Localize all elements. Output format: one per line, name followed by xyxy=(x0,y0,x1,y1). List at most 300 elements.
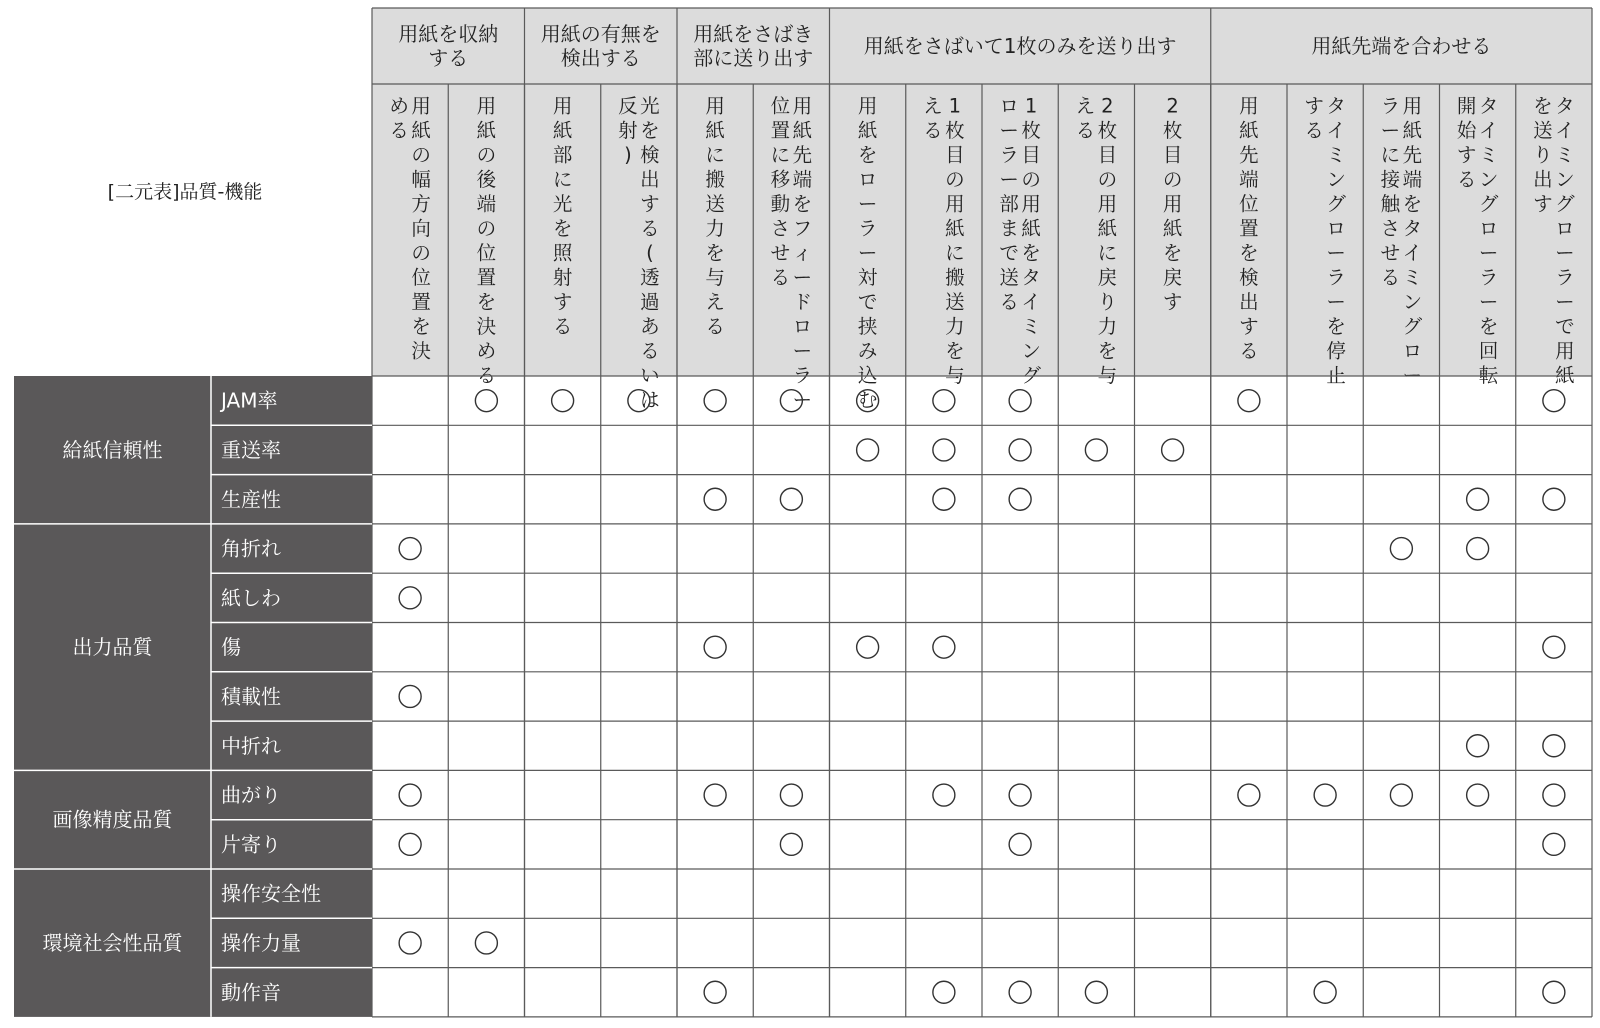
function-header-char: グ xyxy=(1478,192,1499,216)
function-header-char: ー xyxy=(792,388,813,412)
function-header-char: る xyxy=(999,290,1019,314)
function-header-char: 用 xyxy=(792,94,813,118)
function-header-char: る xyxy=(1456,168,1477,191)
function-header-char: 力 xyxy=(705,217,725,240)
mark-circle xyxy=(1085,439,1107,461)
function-header-char: 紙 xyxy=(705,119,725,142)
function-header-char: え xyxy=(923,94,943,118)
function-header-char: 対 xyxy=(857,266,878,289)
function-header-char: の xyxy=(411,143,431,167)
mark-circle xyxy=(1543,636,1565,658)
function-header-char: さ xyxy=(1380,217,1401,240)
function-header-char: 目 xyxy=(1162,143,1183,167)
function-header-char: ( xyxy=(646,241,654,265)
function-header-char: タ xyxy=(1402,217,1423,240)
mark-circle xyxy=(933,784,955,806)
function-header-char: 紙 xyxy=(476,119,497,142)
function-header-char: 紙 xyxy=(1162,217,1183,240)
function-header-char: を xyxy=(792,192,813,216)
function-header-char: 向 xyxy=(411,217,431,240)
function-header-char: 検 xyxy=(1239,266,1259,289)
mark-circle xyxy=(1390,538,1412,560)
function-header-char: の xyxy=(1097,168,1118,191)
mark-circle xyxy=(552,390,574,412)
function-header-char: 位 xyxy=(476,241,497,265)
function-header-char: 枚 xyxy=(1021,119,1041,142)
quality-item-label: JAM率 xyxy=(221,388,278,413)
function-header-char: 力 xyxy=(1097,315,1118,338)
mark-circle xyxy=(1009,390,1031,412)
function-header-char: 搬 xyxy=(945,266,965,289)
function-header-char: を xyxy=(945,339,965,363)
function-header-char: ー xyxy=(1402,364,1423,387)
function-header-char: 紙 xyxy=(792,119,813,142)
function-header-char: 用 xyxy=(1097,192,1118,216)
function-header-char: ミ xyxy=(1021,315,1041,338)
function-header-char: 紙 xyxy=(945,217,965,240)
function-header-char: え xyxy=(705,290,725,314)
mark-circle xyxy=(1009,784,1031,806)
function-header-char: 照 xyxy=(552,241,573,265)
function-header-char: る xyxy=(705,315,725,338)
function-header-char: の xyxy=(411,241,431,265)
function-header-char: 与 xyxy=(705,266,725,289)
function-header-char: 停 xyxy=(1326,339,1346,363)
function-header-char: ロ xyxy=(1326,217,1346,240)
quality-group-label: 環境社会性品質 xyxy=(42,930,183,955)
function-header-char: ー xyxy=(792,266,813,289)
function-header-char: ま xyxy=(999,217,1019,240)
function-header-char: 部 xyxy=(999,192,1019,216)
function-header-char: 送 xyxy=(945,290,965,314)
quality-group-label: 出力品質 xyxy=(72,635,153,660)
function-header-char: る xyxy=(1380,266,1401,289)
mark-circle xyxy=(399,538,421,560)
function-header-char: に xyxy=(945,241,965,265)
function-header-char: り xyxy=(1533,143,1553,167)
function-header-char: ン xyxy=(1555,168,1575,191)
quality-group-label: 画像精度品質 xyxy=(52,807,173,832)
function-header-char: で xyxy=(999,241,1019,265)
mark-circle xyxy=(399,784,421,806)
function-header-char: を xyxy=(1162,241,1183,265)
function-group-label: 用紙の有無を xyxy=(540,22,661,46)
function-header-char: 紙 xyxy=(1239,119,1259,142)
function-header-char: 出 xyxy=(1533,168,1553,191)
function-header-char: 戻 xyxy=(1097,266,1118,289)
function-header-char: る xyxy=(1239,339,1259,363)
function-header-char: 紙 xyxy=(1097,217,1118,240)
mark-circle xyxy=(1543,981,1565,1003)
function-header-char: 出 xyxy=(640,168,660,191)
function-header-char: に xyxy=(770,143,791,167)
function-header-char: 搬 xyxy=(705,168,725,191)
function-header-char: ー xyxy=(1555,290,1575,314)
function-header-char: 透 xyxy=(640,266,660,289)
function-header-char: の xyxy=(476,217,497,240)
function-header-char: イ xyxy=(1021,290,1041,314)
function-header-char: 光 xyxy=(552,192,573,216)
mark-circle xyxy=(399,685,421,707)
function-header-char: イ xyxy=(1555,119,1575,142)
function-header-char: 紙 xyxy=(1021,217,1041,240)
function-header-char: す xyxy=(1162,290,1183,314)
function-header-char: イ xyxy=(1326,119,1346,142)
quality-item-label: 積載性 xyxy=(221,684,281,709)
mark-circle xyxy=(475,932,497,954)
mark-circle xyxy=(1543,833,1565,855)
function-header-char: ミ xyxy=(1555,143,1575,167)
function-header xyxy=(1163,95,1183,314)
function-header-char: 枚 xyxy=(1162,119,1183,142)
function-header-char: 1 xyxy=(1024,94,1038,118)
function-header-char: 反 xyxy=(618,94,638,118)
quality-item-label: 動作音 xyxy=(221,980,281,1005)
mark-circle xyxy=(933,981,955,1003)
function-header-char: 紙 xyxy=(1555,364,1575,387)
function-header-char: ン xyxy=(1021,339,1041,363)
mark-circle xyxy=(399,932,421,954)
function-header-char: 用 xyxy=(411,94,431,118)
function-header-char: 用 xyxy=(1239,94,1259,118)
mark-circle xyxy=(933,636,955,658)
mark-circle xyxy=(475,390,497,412)
function-header-char: 紙 xyxy=(411,119,431,142)
function-header-char: ー xyxy=(857,241,878,265)
function-header-char: 送 xyxy=(999,266,1019,289)
function-header-char: 用 xyxy=(1021,192,1041,216)
mark-circle xyxy=(1314,981,1336,1003)
quality-item-label: 生産性 xyxy=(221,487,281,512)
function-header-char: 紙 xyxy=(857,119,878,142)
function-header-char: ラ xyxy=(1555,266,1575,289)
function-header-char: の xyxy=(945,168,965,191)
mark-circle xyxy=(780,784,802,806)
mark-circle xyxy=(1390,784,1412,806)
function-header-char: 与 xyxy=(945,364,965,387)
function-group-header xyxy=(864,34,1177,58)
mark-circle xyxy=(1467,488,1489,510)
function-group-header xyxy=(693,22,813,70)
mark-circle xyxy=(1085,981,1107,1003)
quality-item-label: 紙しわ xyxy=(221,585,281,610)
function-header-char: 置 xyxy=(1239,217,1259,240)
quality-header-background xyxy=(14,376,372,1017)
function-header-char: ー xyxy=(999,119,1019,142)
mark-circle xyxy=(1543,735,1565,757)
function-group-label: 用紙先端を合わせる xyxy=(1311,34,1492,58)
function-header-char: る xyxy=(640,217,660,240)
function-header-char: ー xyxy=(1478,241,1499,265)
function-header-char: ィ xyxy=(792,241,813,265)
function-header xyxy=(553,95,573,339)
function-header-char: 送 xyxy=(705,192,725,216)
function-header-char: 力 xyxy=(945,315,965,338)
quality-group-label: 給紙信頼性 xyxy=(62,437,163,462)
function-header-char: 用 xyxy=(476,94,497,118)
function-header-char: 2 xyxy=(1166,94,1179,118)
function-header-char: 移 xyxy=(770,168,791,191)
function-header-char: 幅 xyxy=(411,168,431,191)
function-header-char: る xyxy=(389,119,409,142)
function-header-char: 用 xyxy=(945,192,965,216)
function-header-char: タ xyxy=(1478,94,1499,118)
function-header-char: 過 xyxy=(640,290,660,314)
function-header-char: す xyxy=(552,290,573,314)
function-header-char: に xyxy=(552,168,573,191)
function-header-char: 開 xyxy=(1456,94,1477,118)
function-header-char: 1 xyxy=(948,94,962,118)
function-header-char: 後 xyxy=(476,168,497,191)
mark-circle xyxy=(1543,390,1565,412)
mark-circle xyxy=(933,488,955,510)
function-header-char: ラ xyxy=(1380,94,1401,118)
function-header-char: す xyxy=(640,192,660,216)
function-header-char: る xyxy=(1075,119,1096,142)
mark-circle xyxy=(704,636,726,658)
function-header-char: 止 xyxy=(1326,364,1346,387)
function-header-char: タ xyxy=(1021,266,1041,289)
function-header-char: 挟 xyxy=(857,315,878,338)
function-header-char: ロ xyxy=(999,94,1019,118)
function-header-char: グ xyxy=(1326,192,1346,216)
function-header-char: 光 xyxy=(640,94,660,118)
function-group-label: 用紙をさばいて1枚のみを送り出す xyxy=(863,34,1177,58)
function-header-char: 込 xyxy=(857,364,878,387)
function-header-char: ー xyxy=(1555,241,1575,265)
function-header-char: 用 xyxy=(857,94,878,118)
mark-circle xyxy=(857,439,879,461)
mark-circle xyxy=(704,981,726,1003)
function-header-char: む xyxy=(857,388,878,412)
function-header-char: ー xyxy=(792,339,813,363)
function-header-char: ン xyxy=(1402,290,1423,314)
mark-circle xyxy=(1009,981,1031,1003)
function-header-char: め xyxy=(389,94,409,118)
function-header-char: 置 xyxy=(411,290,431,314)
function-header-char: イ xyxy=(1478,119,1499,142)
function-header-char: 用 xyxy=(1402,94,1423,118)
mark-circle xyxy=(1009,439,1031,461)
function-header-char: 始 xyxy=(1456,119,1477,142)
function-header-char: ロ xyxy=(792,315,813,338)
function-header-char: る xyxy=(1304,119,1324,142)
function-header-char: る xyxy=(640,339,660,363)
function-header-char: ラ xyxy=(1326,266,1346,289)
function-header xyxy=(705,95,725,339)
function-header-char: の xyxy=(1162,168,1183,191)
function-header-char: を xyxy=(705,241,725,265)
function-header-char: 出 xyxy=(1239,290,1259,314)
function-header-char: す xyxy=(1304,94,1324,118)
function-header-char: 位 xyxy=(411,266,431,289)
function-header-char: 動 xyxy=(770,192,791,216)
mark-circle xyxy=(933,439,955,461)
mark-circle xyxy=(1467,538,1489,560)
quality-item-label: 操作力量 xyxy=(221,930,301,955)
function-header-char: 方 xyxy=(411,192,431,216)
mark-circle xyxy=(1162,439,1184,461)
function-header-char: 検 xyxy=(640,143,660,167)
mark-circle xyxy=(704,488,726,510)
function-header-char: 紙 xyxy=(552,119,573,142)
function-header-char: 用 xyxy=(1162,192,1183,216)
function-header-char: 用 xyxy=(1555,339,1575,363)
function-header-char: 置 xyxy=(476,266,497,289)
function-header-char: イ xyxy=(1402,241,1423,265)
mark-circle xyxy=(399,833,421,855)
function-header xyxy=(1239,95,1259,363)
mark-circle xyxy=(857,636,879,658)
function-header-char: を xyxy=(1478,315,1499,338)
function-header-char: ロ xyxy=(1402,339,1423,363)
function-header-char: る xyxy=(770,266,791,289)
function-header-char: を xyxy=(476,290,497,314)
function-header-char: 接 xyxy=(1380,168,1401,191)
function-header-char: 端 xyxy=(1402,168,1423,191)
function-header-char: を xyxy=(1326,315,1346,338)
function-header-char: 射 xyxy=(552,266,573,289)
function-header-char: 送 xyxy=(1533,119,1553,142)
function-header-char: ー xyxy=(857,192,878,216)
mark-circle xyxy=(780,488,802,510)
function-header-char: フ xyxy=(792,217,813,240)
function-header-char: ロ xyxy=(857,168,878,191)
function-header-char: を xyxy=(1021,241,1041,265)
function-header-char: ミ xyxy=(1326,143,1346,167)
function-header-char: を xyxy=(552,217,573,240)
function-header-char: ラ xyxy=(999,143,1019,167)
function-header-char: は xyxy=(640,388,660,412)
function-header-char: 部 xyxy=(552,143,573,167)
function-header-char: 端 xyxy=(792,168,813,191)
function-header-char: ロ xyxy=(1478,217,1499,240)
function-group-label: 用紙を収納 xyxy=(398,22,499,46)
function-header-char: 目 xyxy=(1021,143,1041,167)
mark-circle xyxy=(933,390,955,412)
function-header-char: ー xyxy=(1326,241,1346,265)
function-group-label: する xyxy=(428,46,469,70)
quality-item-label: 傷 xyxy=(221,635,241,660)
function-header-char: 用 xyxy=(552,94,573,118)
mark-circle xyxy=(704,784,726,806)
mark-circle xyxy=(1543,784,1565,806)
function-header-char: 位 xyxy=(1239,192,1259,216)
function-header-char: 枚 xyxy=(1097,119,1118,142)
function-header-char: タ xyxy=(1555,94,1575,118)
function-header-char: ン xyxy=(1478,168,1499,191)
function-header-char: 先 xyxy=(1239,143,1259,167)
mark-circle xyxy=(1009,833,1031,855)
mark-circle xyxy=(1467,784,1489,806)
function-header-char: す xyxy=(1456,143,1477,167)
function-header-char: ー xyxy=(999,168,1019,191)
quality-item-label: 角折れ xyxy=(221,536,281,561)
function-header-char: を xyxy=(640,119,660,142)
function-header-char: を xyxy=(1533,94,1553,118)
quality-item-label: 曲がり xyxy=(221,783,281,808)
function-header-char: 枚 xyxy=(945,119,965,142)
function-header-char: り xyxy=(1097,290,1118,314)
function-header-char: ラ xyxy=(1478,266,1499,289)
function-header-char: る xyxy=(476,364,497,387)
function-header-char: ) xyxy=(624,143,632,167)
mark-circle xyxy=(1238,784,1260,806)
quality-item-label: 操作安全性 xyxy=(221,881,321,906)
mark-circle xyxy=(704,390,726,412)
function-header-char: ロ xyxy=(1555,217,1575,240)
function-header-char: グ xyxy=(1555,192,1575,216)
function-header-char: を xyxy=(1402,192,1423,216)
function-header-char: 与 xyxy=(1097,364,1118,387)
function-group-label: 検出する xyxy=(560,46,641,70)
function-header-char: 戻 xyxy=(1162,266,1183,289)
function-header-char: を xyxy=(411,315,431,338)
function-header-char: 位 xyxy=(770,94,791,118)
function-header-char: い xyxy=(640,364,660,387)
function-header-char: に xyxy=(705,143,725,167)
function-header-char: せ xyxy=(1380,241,1401,265)
function-header-char: 射 xyxy=(618,119,638,142)
function-header-char: の xyxy=(1021,168,1041,191)
function-header-char: ー xyxy=(1380,119,1401,142)
function-header-char: で xyxy=(1555,315,1575,338)
function-header-char: め xyxy=(476,339,497,363)
function-header-char: み xyxy=(857,339,878,363)
function-header-char: を xyxy=(1239,241,1259,265)
function-header-char: グ xyxy=(1021,364,1041,387)
function-header-char: る xyxy=(552,315,573,338)
corner-label: [二元表]品質-機能 xyxy=(107,181,263,203)
function-header-char: せ xyxy=(770,241,791,265)
function-header-char: グ xyxy=(1402,315,1423,338)
function-header-char: 用 xyxy=(705,94,725,118)
function-header-char: 置 xyxy=(770,119,791,142)
mark-circle xyxy=(399,587,421,609)
quality-item-label: 重送率 xyxy=(221,437,281,462)
function-header-char: 決 xyxy=(411,339,431,363)
function-header-char: ミ xyxy=(1478,143,1499,167)
function-header-char: え xyxy=(1075,94,1096,118)
mark-circle xyxy=(1467,735,1489,757)
function-header-char: の xyxy=(476,143,497,167)
function-header-char: る xyxy=(923,119,943,142)
mark-circle xyxy=(1314,784,1336,806)
function-header-char: で xyxy=(857,290,878,314)
function-header-char: 先 xyxy=(792,143,813,167)
function-header-char: 目 xyxy=(1097,143,1118,167)
function-header-char: 目 xyxy=(945,143,965,167)
function-header-char: 触 xyxy=(1380,192,1401,216)
function-header-char: 決 xyxy=(476,315,497,338)
function-header-char: す xyxy=(1533,192,1553,216)
function-header-char: 転 xyxy=(1478,364,1499,387)
function-header-char: 2 xyxy=(1101,94,1114,118)
function-header-char: に xyxy=(1097,241,1118,265)
mark-circle xyxy=(1009,488,1031,510)
function-header-char: 先 xyxy=(1402,143,1423,167)
function-group-label: 用紙をさばき xyxy=(693,22,814,46)
mark-circle xyxy=(780,833,802,855)
function-header-char: 端 xyxy=(476,192,497,216)
function-group-header xyxy=(1311,34,1491,58)
function-header-char: ド xyxy=(792,290,813,314)
function-group-label: 部に送り出す xyxy=(693,46,814,70)
quality-item-label: 片寄り xyxy=(221,832,281,857)
mark-circle xyxy=(1238,390,1260,412)
function-header-char: ラ xyxy=(792,364,813,387)
function-header-char: ラ xyxy=(857,217,878,240)
